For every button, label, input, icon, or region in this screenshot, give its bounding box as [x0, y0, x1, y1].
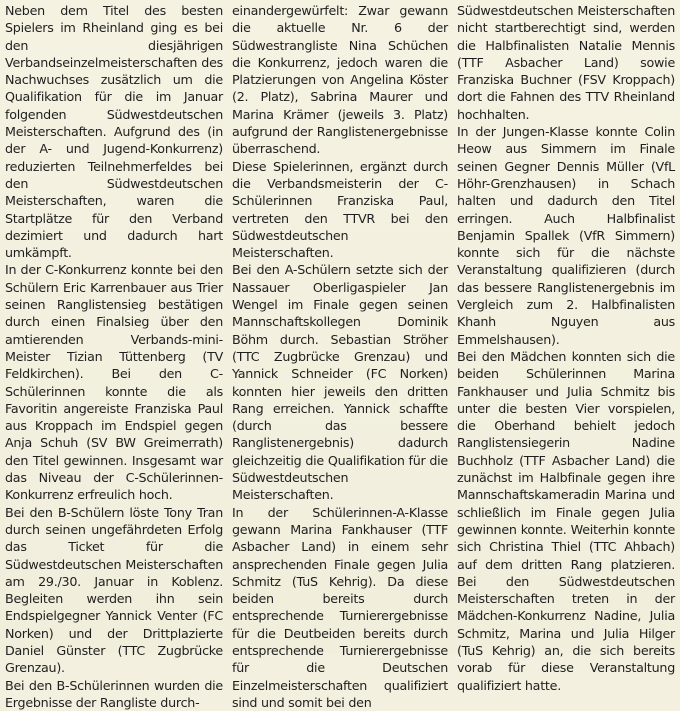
column-1	[5, 2, 223, 711]
paragraph: Neben dem Titel des besten Spielers im Rheinland ging es bei den diesjährigen Verbandseinzelmeisterschaften des Nachwuchses zusätzlich um die Qualifikation für die im Januar folgenden Südwestdeutschen Meisterschaften. Aufgrund des (in der A- und Jugend-Konkurrenz) reduzierten Teilnehmerfeldes bei den Südwestdeutschen Meisterschaften, waren die Startplätze für den Verband dezimiert und dadurch hart umkämpft.	[5, 3, 223, 261]
paragraph: Bei den B-Schülern löste Tony Tran durch seinen ungefährdeten Erfolg das Ticket für die Südwestdeutschen Meisterschaften am 29./30. Januar in Koblenz. Begleiten werden ihn sein Endspielgegner Yannick Venter (FC Norken) und der Drittplazierte Daniel Günster (TTC Zugbrücke Grenzau).	[5, 504, 223, 676]
paragraph: In der Schülerinnen-A-Klasse gewann Marina Fankhauser (TTF Asbacher Land) in einem sehr ansprechenden Finale gegen Julia Schmitz (TuS Kehrig). Da diese beiden bereits durch entsprechende Turnierergebnisse für die Deutbeiden bereits durch entsprechende Turnierergebnisse für die Deutschen Einzelmeisterschaften qualifiziert sind und somit bei den	[232, 504, 448, 710]
paragraph: Bei den Mädchen konnten sich die beiden Schülerinnen Marina Fankhauser und Julia Schmitz bis unter die besten Vier vorspielen, die Oberhand behielt jedoch Ranglistensiegerin Nadine Buchholz (TTF Asbacher Land) die zunächst im Halbfinale gegen ihre Mannschaftskameradin Marina und schließlich im Finale gegen Julia gewinnen konnte. Weiterhin konnte sich Christina Thiel (TTC Ahbach) auf dem dritten Rang platzieren. Bei den Südwestdeutschen Meisterschaften treten in der Mädchen-Konkurrenz Nadine, Julia Schmitz, Marina und Julia Hilger (TuS Kehrig) an, die sich bereits vorab für diese Veranstaltung qualifiziert hatte.	[457, 348, 675, 693]
paragraph: Diese Spielerinnen, ergänzt durch die Verbandsmeisterin der C-Schülerinnen Franziska Paul, vertreten den TTVR bei den Südwestdeutschen Meisterschaften.	[232, 158, 448, 261]
paragraph: Bei den A-Schülern setzte sich der Nassauer Oberligaspieler Jan Wengel im Finale gegen seinen Mannschaftskollegen Dominik Böhm durch. Sebastian Ströher (TTC Zugbrücke Grenzau) und Yannick Schneider (FC Norken) konnten hier jeweils den dritten Rang erreichen. Yannick schaffte (durch das bessere Ranglistenergebnis) dadurch gleichzeitig die Qualifikation für die Südwestdeutschen Meisterschaften.	[232, 262, 448, 503]
paragraph: Bei den B-Schülerinnen wurden die Ergebnisse der Rangliste durch-	[5, 677, 223, 710]
column-3	[457, 2, 675, 694]
paragraph: In der Jungen-Klasse konnte Colin Heow aus Simmern im Finale seinen Gegner Dennis Müller (VfL Höhr-Grenzhausen) in Schach halten und dadurch den Titel erringen. Auch Halbfinalist Benjamin Spallek (VfR Simmern) konnte sich für die nächste Veranstaltung qualifizieren (durch das bessere Ranglistenergebnis im Vergleich zum 2. Halbfinalisten Khanh Nguyen aus Emmelshausen).	[457, 124, 675, 347]
paragraph: In der C-Konkurrenz konnte bei den Schülern Eric Karrenbauer aus Trier seinen Ranglistensieg bestätigen durch einen Finalsieg über den amtierenden Verbands-mini-Meister Tizian Tüttenberg (TV Feldkirchen). Bei den C-Schülerinnen konnte die als Favoritin angereiste Franziska Paul aus Kroppach im Endspiel gegen Anja Schuh (SV BW Greimerrath) den Titel gewinnen. Insgesamt war das Niveau der C-Schülerinnen-Konkurrenz erfreulich hoch.	[5, 262, 223, 503]
paragraph: einandergewürfelt: Zwar gewann die aktuelle Nr. 6 der Südwestrangliste Nina Schüchen die Konkurrenz, jedoch waren die Platzierungen von Angelina Köster (2. Platz), Sabrina Maurer und Marina Krämer (jeweils 3. Platz) aufgrund der Ranglistenergebnisse überraschend.	[232, 3, 448, 157]
paragraph: Südwestdeutschen Meisterschaften nicht startberechtigt sind, werden die Halbfinalisten Natalie Mennis (TTF Asbacher Land) sowie Franziska Buchner (FSV Kroppach) dort die Fahnen des TTV Rheinland hochhalten.	[457, 3, 675, 122]
column-2	[232, 2, 448, 711]
